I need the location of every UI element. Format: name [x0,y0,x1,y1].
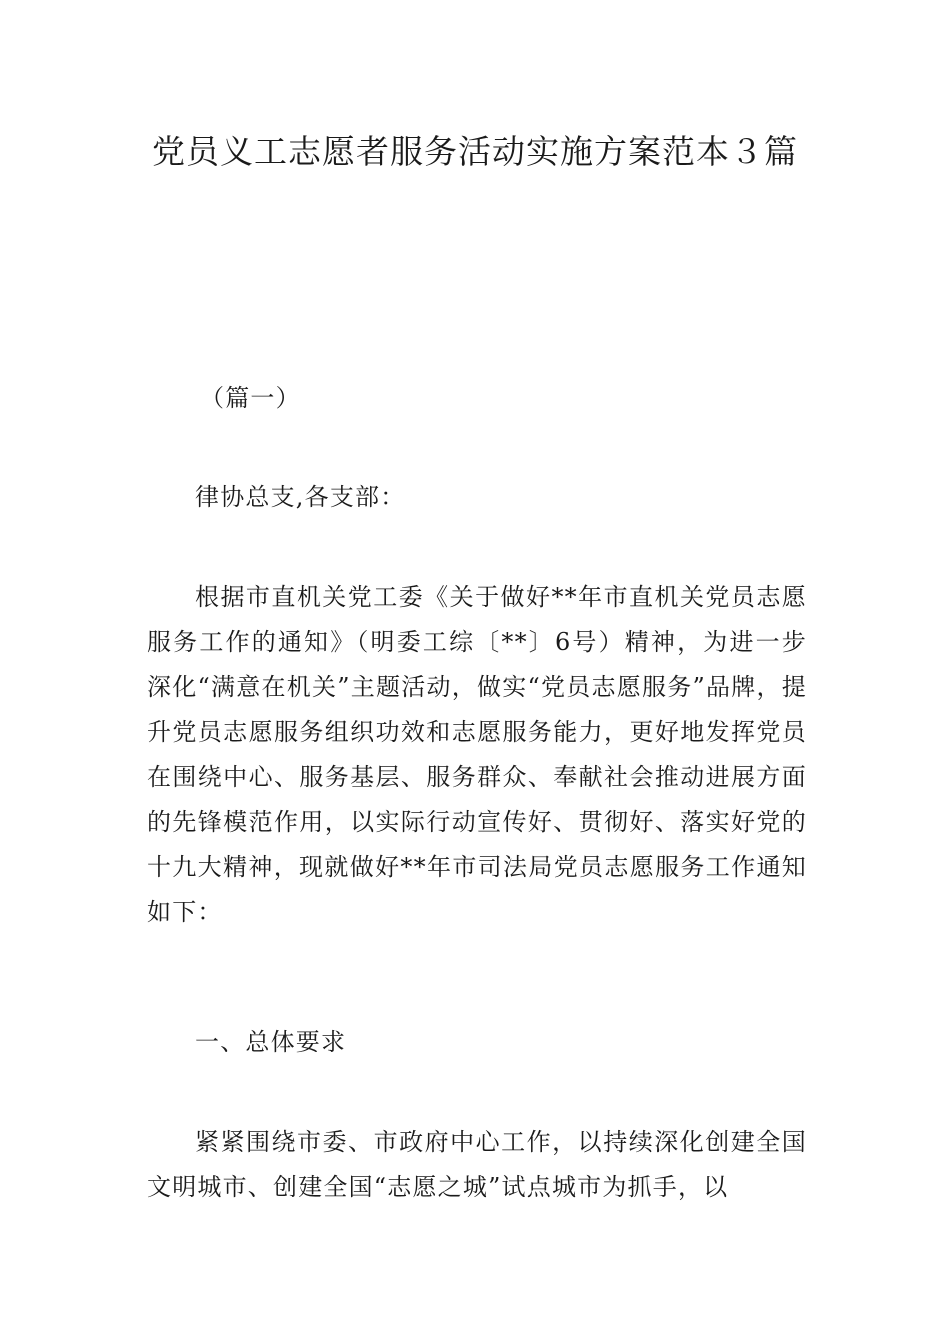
salutation: 律协总支,各支部： [195,483,406,511]
body-paragraph-2: 紧紧围绕市委、市政府中心工作，以持续深化创建全国文明城市、创建全国“志愿之城”试点城市为抓手，以 [147,1128,807,1201]
document-title: 党员义工志愿者服务活动实施方案范本３篇 [152,132,798,171]
body-paragraph-1: 根据市直机关党工委《关于做好**年市直机关党员志愿服务工作的通知》（明委工综〔**〕6号）精神，为进一步深化“满意在机关”主题活动，做实“党员志愿服务”品牌，提升党员志愿服务组织功效和志愿服务能力，更好地发挥党员在围绕中心、服务基层、服务群众、奉献社会推动进展方面的先锋模范作用，以实际行动宣传好、贯彻好、落实好党的十九大精神，现就做好**年市司法局党员志愿服务工作通知如下： [147,583,807,926]
section-label: （篇一） [200,384,301,412]
section-heading-1: 一、总体要求 [195,1028,347,1056]
